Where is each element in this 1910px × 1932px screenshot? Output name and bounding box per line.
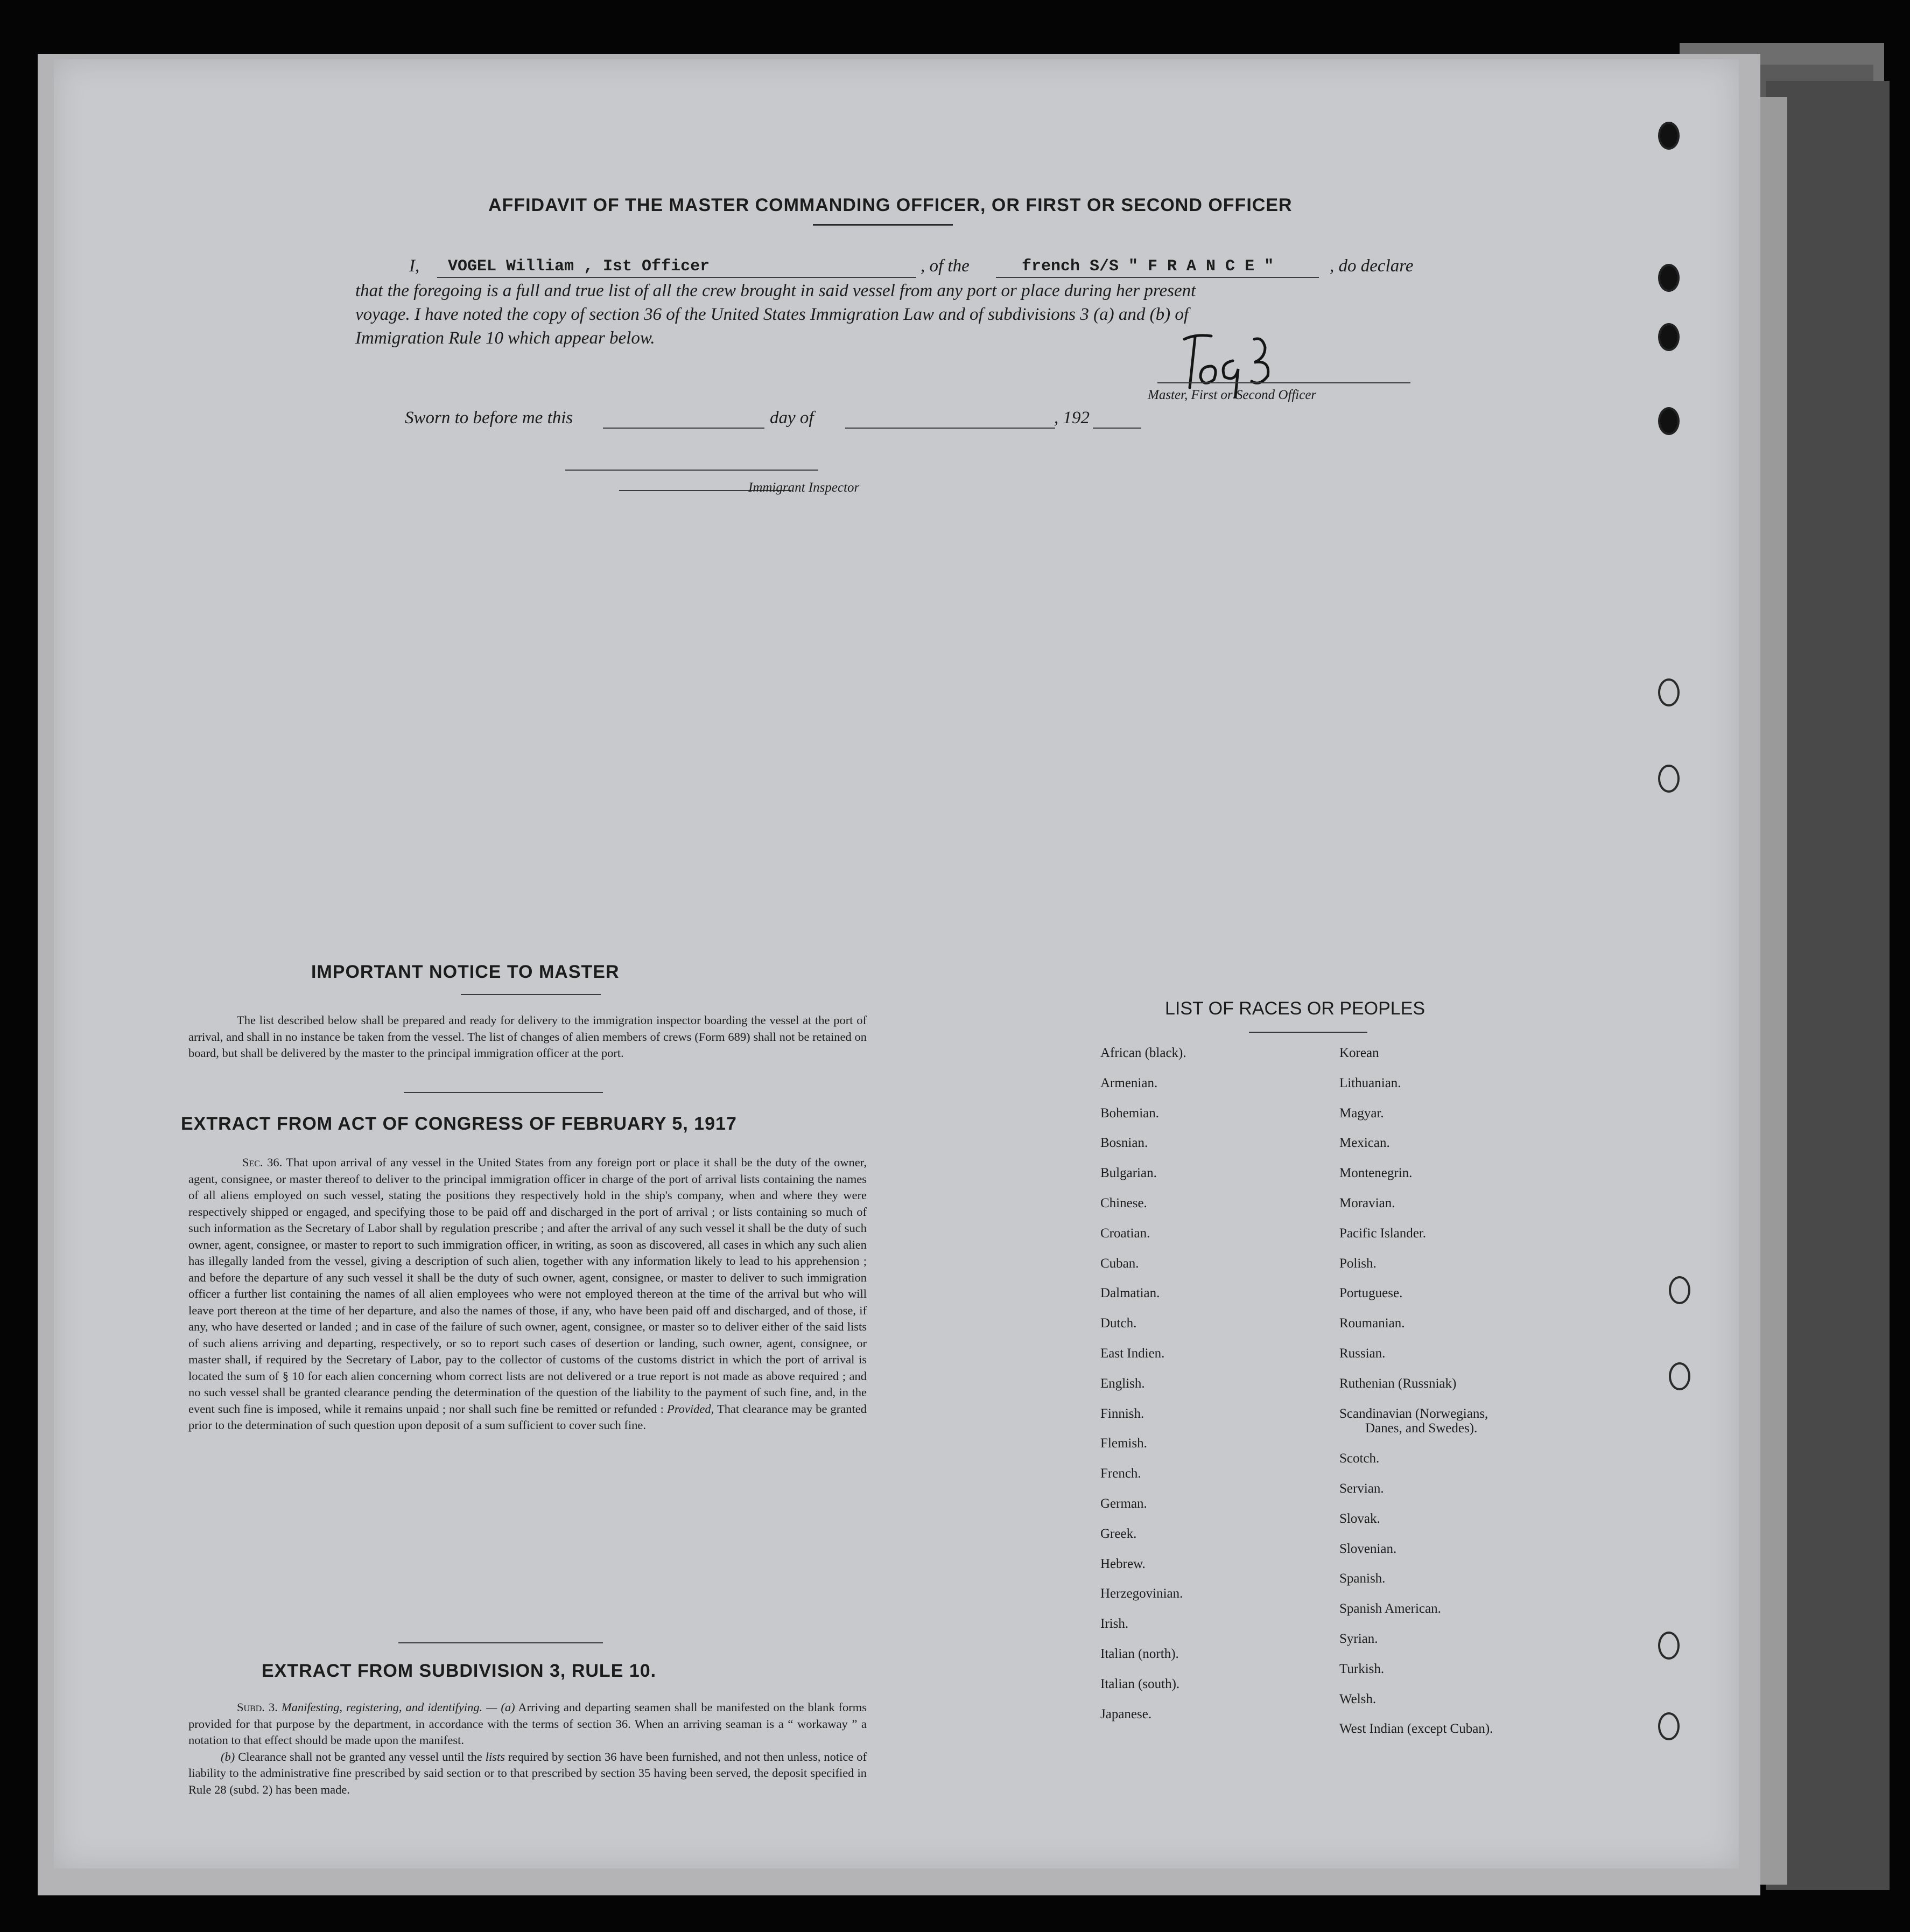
race-item: Magyar. (1339, 1105, 1384, 1121)
day-of-text: day of (770, 408, 814, 428)
provided-word: Provided, (667, 1402, 714, 1416)
race-item: Scandinavian (Norwegians, (1339, 1406, 1488, 1421)
section-body: That upon arrival of any vessel in the United States from any foreign port or place it shall be the duty of the owner, agent, consignee, or master thereof to deliver to the principal immigration officer in charge of the port of arrival lists containing the names of all aliens employed on such vessel, stating the positions they respectively hold in the ship's company, when and where they were respectively shipped or engaged, and specifying those to be paid off and discharged in the port of arrival ; or lists containing so much of such information as the Secretary of Labor shall by regulation prescribe ; and after the arrival of any such vessel it shall be the duty of such owner, agent, consignee, or master to report to such immigration officer, in writing, as soon as discovered, all cases in which any such alien has illegally landed from the vessel, giving a description of such alien, together with any information likely to lead to his apprehension ; and before the departure of any such vessel it shall be the duty of such owner, agent, consignee, or master to deliver to such immigration officer a further list containing the names of all alien employees who were not employed thereon at the time of the arrival but who will leave port thereon at the time of her departure, and also the names of those, if any, who have been paid off and discharged, and of those, if any, who have deserted or landed ; and in case of the failure of such owner, agent, consignee, or master so to deliver either of the said lists of such aliens arriving and departing, respectively, or so to report such cases of desertion or landing, such owner, agent, consignee, or master shall, if required by the Secretary of Labor, pay to the collector of customs of the customs district in which the port of arrival is located the sum of § 10 for each alien concerning whom correct lists are not delivered or a true report is not made as above required ; and no such vessel shall be granted clearance pending the determination of the question of the liability to the payment of such fine, and, in the event such fine is imposed, while it remains unpaid ; nor shall such fine be remitted or refunded : (188, 1156, 867, 1416)
punch-hole (1658, 323, 1680, 351)
declare-text: , do declare (1330, 256, 1414, 276)
paragraph-b-2: required by section 36 have been furnished, and not then unless, notice of liability to the administrative fine prescribed by said section or to that prescribed by section 35 having been served, the deposit specified in Rule 28 (subd. 2) has been made. (188, 1749, 867, 1796)
race-item: Armenian. (1100, 1075, 1158, 1090)
extract-rule-title: EXTRACT FROM SUBDIVISION 3, RULE 10. (262, 1661, 657, 1681)
document-page (54, 59, 1739, 1868)
punch-hole (1669, 1362, 1690, 1390)
punch-hole (1658, 1632, 1680, 1660)
race-item: Greek. (1100, 1526, 1137, 1541)
race-item: Hebrew. (1100, 1556, 1146, 1571)
officer-name: VOGEL William , Ist Officer (448, 257, 710, 276)
paragraph-b-1: Clearance shall not be granted any vessel until the (238, 1749, 482, 1763)
fill-line (603, 428, 764, 429)
races-title: LIST OF RACES OR PEOPLES (1165, 998, 1426, 1019)
punch-hole (1658, 122, 1680, 150)
fill-line (845, 428, 1055, 429)
race-item: Bohemian. (1100, 1105, 1160, 1121)
race-item: Spanish. (1339, 1571, 1386, 1586)
fill-line (1093, 428, 1141, 429)
race-item: African (black). (1100, 1046, 1186, 1060)
signature-line (1157, 382, 1410, 383)
race-item: Croatian. (1100, 1226, 1150, 1241)
divider (1249, 1032, 1367, 1033)
race-item: Slovenian. (1339, 1541, 1397, 1556)
race-item: Portuguese. (1339, 1286, 1403, 1301)
divider (813, 224, 953, 226)
race-item: Ruthenian (Russniak) (1339, 1376, 1457, 1391)
section-body-end: That clearance may be granted prior to the determination of such question upon deposit of a sum sufficient to cover such fine. (188, 1402, 867, 1432)
section-36-text (188, 1154, 867, 1434)
vessel-name: french S/S " F R A N C E " (1022, 257, 1274, 276)
race-item: Finnish. (1100, 1406, 1144, 1421)
subdivision-label: Subd. 3. (237, 1700, 278, 1714)
inspector-caption: Immigrant Inspector (748, 480, 860, 495)
race-item: Cuban. (1100, 1256, 1139, 1271)
race-item: Bosnian. (1100, 1136, 1148, 1151)
sworn-text: Sworn to before me this (405, 408, 573, 428)
race-item: German. (1100, 1496, 1147, 1511)
race-item: Servian. (1339, 1481, 1384, 1496)
race-item: Korean (1339, 1046, 1379, 1060)
race-item: Dalmatian. (1100, 1286, 1160, 1301)
race-item: Turkish. (1339, 1661, 1385, 1676)
punch-hole (1658, 765, 1680, 793)
punch-hole (1658, 1712, 1680, 1740)
race-item: Roumanian. (1339, 1316, 1405, 1331)
race-item: Polish. (1339, 1256, 1377, 1271)
race-item: Welsh. (1339, 1691, 1377, 1706)
punch-hole (1658, 678, 1680, 706)
year-text: , 192 (1054, 408, 1090, 428)
race-item: Italian (south). (1100, 1676, 1180, 1691)
race-item: Pacific Islander. (1339, 1226, 1427, 1241)
section-label: Sec. 36. (242, 1156, 283, 1169)
race-item: Spanish American. (1339, 1601, 1441, 1616)
signature-caption: Master, First or Second Officer (1148, 388, 1317, 402)
race-item: Italian (north). (1100, 1647, 1179, 1661)
race-item: Russian. (1339, 1346, 1386, 1361)
race-item: Slovak. (1339, 1511, 1380, 1526)
rule-10-text (188, 1699, 867, 1798)
declaration-prefix: I, (409, 256, 420, 276)
inspector-line (565, 470, 818, 471)
race-item: Montenegrin. (1339, 1166, 1413, 1181)
race-item: Syrian. (1339, 1632, 1378, 1646)
race-item: Lithuanian. (1339, 1075, 1401, 1090)
paragraph-a: Arriving and departing seamen shall be manifested on the blank forms provided for that purpose by the department, in accordance with the terms of section 36. When an arriving seaman is a “ workaway ” a notation to that effect should be made upon the manifest. (188, 1700, 867, 1747)
divider (404, 1092, 603, 1093)
race-item: Moravian. (1339, 1196, 1395, 1210)
notice-text: The list described below shall be prepared and ready for delivery to the immigration inspector boarding the vessel at the port of arrival, and shall in no instance be taken from the vessel. The list of changes of alien members of crews (Form 689) shall not be retained on board, but shall be delivered by the master to the principal immigration officer at the port. (188, 1013, 867, 1060)
divider (398, 1642, 603, 1643)
declaration-line: Immigration Rule 10 which appear below. (355, 328, 655, 348)
race-item: Scotch. (1339, 1451, 1380, 1466)
race-item: Herzegovinian. (1100, 1586, 1183, 1601)
punch-hole (1658, 407, 1680, 435)
paragraph-b-label: (b) (221, 1749, 235, 1763)
fill-line (437, 277, 916, 278)
subdivision-heading: Manifesting, registering, and identifying. — (a) (281, 1700, 515, 1714)
race-item: West Indian (except Cuban). (1339, 1721, 1493, 1737)
declaration-line: that the foregoing is a full and true list of all the crew brought in said vessel from any port or place during her present (355, 281, 1196, 300)
fill-line (996, 277, 1319, 278)
race-item: East Indien. (1100, 1346, 1165, 1361)
race-item: Irish. (1100, 1616, 1129, 1632)
declaration-line: voyage. I have noted the copy of section 36 of the United States Immigration Law and of subdivisions 3 (a) and (b) of (355, 305, 1189, 324)
punch-hole (1669, 1276, 1690, 1304)
extract-act-title: EXTRACT FROM ACT OF CONGRESS OF FEBRUARY 5, 1917 (181, 1114, 737, 1134)
race-item: French. (1100, 1466, 1141, 1481)
lists-word: lists (485, 1749, 505, 1763)
notice-title: IMPORTANT NOTICE TO MASTER (311, 962, 620, 982)
of-the-text: , of the (921, 256, 970, 276)
race-item: Japanese. (1100, 1706, 1152, 1721)
race-item: English. (1100, 1376, 1145, 1391)
divider (461, 994, 601, 995)
race-item: Dutch. (1100, 1316, 1137, 1331)
punch-hole (1658, 264, 1680, 292)
race-item: Danes, and Swedes). (1365, 1421, 1478, 1436)
race-item: Bulgarian. (1100, 1166, 1157, 1181)
race-item: Chinese. (1100, 1196, 1147, 1210)
race-item: Flemish. (1100, 1436, 1147, 1451)
affidavit-title: AFFIDAVIT OF THE MASTER COMMANDING OFFICER, OR FIRST OR SECOND OFFICER (488, 195, 1293, 215)
race-item: Mexican. (1339, 1136, 1390, 1151)
